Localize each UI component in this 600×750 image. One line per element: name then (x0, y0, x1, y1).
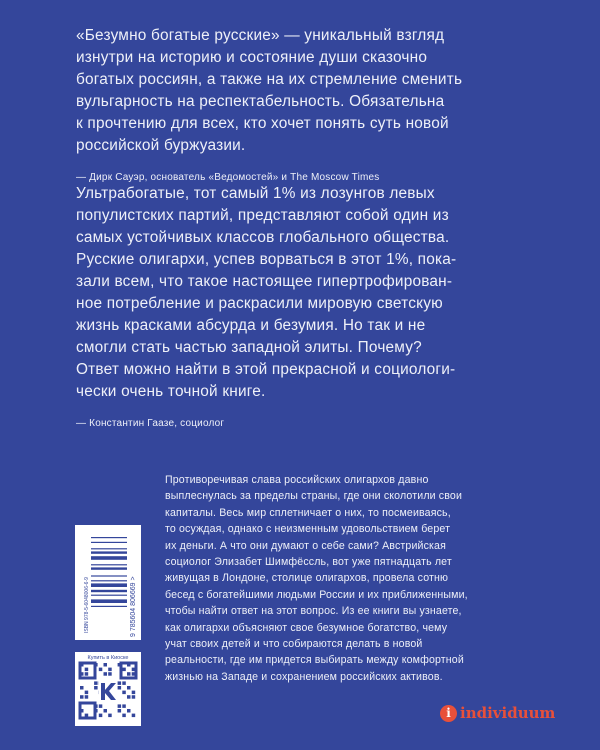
quote-line: смогли стать частью западной элиты. Почему? (76, 339, 422, 356)
quote-konstantin-gaaze (76, 183, 556, 435)
quote-line: самых устойчивых классов глобального общества. (76, 229, 450, 246)
qr-code-icon (75, 661, 141, 723)
book-annotation (165, 472, 565, 685)
quote-line: российской буржуазии. (76, 137, 246, 154)
quote-line: Ультрабогатые, тот самый 1% из лозунгов левых (76, 185, 435, 202)
publisher-logo (440, 704, 555, 722)
annotation-line: жизнью на Западе и сохранением российских активов. (165, 670, 443, 683)
quote-line: жизнь красками абсурда и безумия. Но так и не (76, 317, 426, 334)
quote-line: Русские олигархи, успев ворваться в этот 1%, пока- (76, 251, 457, 268)
barcode-bars-icon (91, 537, 127, 607)
annotation-line: то осуждая, однако с неизменным удовольствием берет (165, 523, 451, 536)
quote-dirk-sauer (76, 25, 556, 189)
quote-line: зали всем, что такое настоящее гипертрофирован- (76, 273, 453, 290)
barcode-digits: 9 785604 806669 > (130, 576, 137, 637)
quote-line: Ответ можно найти в этой прекрасной и социологи- (76, 361, 456, 378)
annotation-line: как олигархи объясняют свое безумное богатство, чему (165, 621, 448, 634)
isbn-text: ISBN 978-5-6048006-6-9 (84, 577, 90, 633)
qr-label: Купить в Киоске (87, 655, 129, 661)
annotation-line: капиталы. Весь мир сплетничает о них, то посмеиваясь, (165, 506, 451, 519)
quote-attribution: — Константин Гаазе, социолог (76, 418, 225, 429)
quote-line: популистских партий, представляют собой один из (76, 207, 449, 224)
annotation-line: Противоречивая слава российских олигархов давно (165, 474, 429, 486)
quote-line: богатых россиян, а также на их стремление сменить (76, 71, 463, 88)
annotation-line: выплеснулась за пределы страны, где они сколотили свои (165, 490, 463, 503)
quote-line: «Безумно богатые русские» — уникальный взгляд (76, 27, 445, 44)
annotation-line: социолог Элизабет Шимфёссль, вот уже пятнадцать лет (165, 556, 452, 569)
quote-line: чески очень точной книге. (76, 383, 266, 400)
annotation-line: реальности, где им придется выбирать между комфортной (165, 654, 464, 667)
individuum-logo-icon: i (440, 705, 457, 722)
annotation-line: учат своих детей и что собираются делать в новой (165, 638, 423, 651)
annotation-line: их деньги. А что они думают о себе сами? Австрийская (165, 539, 446, 552)
annotation-line: бесед с богатейшими людьми России и их приближенными, (165, 588, 468, 601)
quote-line: ное потребление и раскрасили мировую светскую (76, 295, 443, 312)
annotation-line: живущая в Лондоне, столице олигархов, провела сотню (165, 572, 449, 585)
kiosk-qr-code[interactable] (75, 652, 141, 726)
isbn-barcode (75, 525, 141, 640)
quote-attribution: — Дирк Сауэр, основатель «Ведомостей» и The Moscow Times (76, 172, 380, 183)
annotation-line: чтобы найти ответ на этот вопрос. Из ее книги вы узнаете, (165, 605, 462, 618)
publisher-name: individuum (460, 704, 556, 722)
quote-line: изнутри на историю и состояние души сказочно (76, 49, 428, 66)
quote-line: вульгарность на респектабельность. Обязательна (76, 93, 445, 110)
quote-line: к прочтению для всех, кто хочет понять суть новой (76, 115, 449, 132)
